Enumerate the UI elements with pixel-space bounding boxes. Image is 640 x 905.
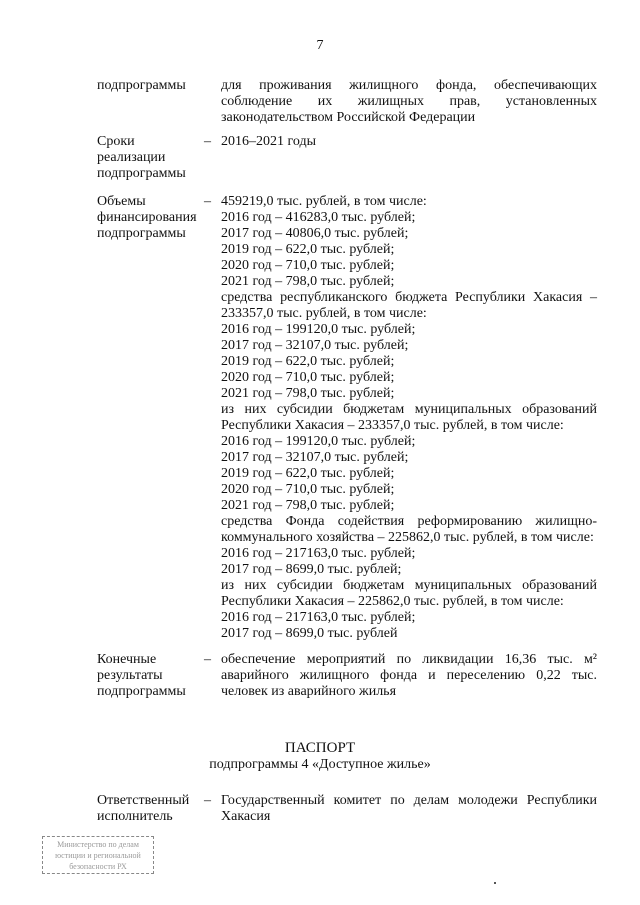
content-line: 2016 год – 199120,0 тыс. рублей; xyxy=(221,434,416,449)
stamp-line: Министерство по делам xyxy=(57,840,139,849)
row-dash: – xyxy=(204,652,211,667)
label-line: Конечные xyxy=(97,652,157,667)
passport-title: ПАСПОРТ xyxy=(284,740,356,756)
content-line: 459219,0 тыс. рублей, в том числе: xyxy=(221,194,427,209)
content-line: 2017 год – 32107,0 тыс. рублей; xyxy=(221,450,409,465)
label-line: реализации xyxy=(97,150,166,165)
content-line: 2021 год – 798,0 тыс. рублей; xyxy=(221,386,395,401)
content-line: 2020 год – 710,0 тыс. рублей; xyxy=(221,258,395,273)
content-line: 2017 год – 8699,0 тыс. рублей; xyxy=(221,562,402,577)
content-line: коммунального хозяйства – 225862,0 тыс. рублей, в том числе: xyxy=(221,530,594,545)
content-line: соблюдение их жилищных прав, установленных xyxy=(221,94,597,109)
content-line: Республики Хакасия – 225862,0 тыс. рублей, в том числе: xyxy=(221,594,564,609)
content-line: 2019 год – 622,0 тыс. рублей; xyxy=(221,354,395,369)
content-line: 2016–2021 годы xyxy=(221,134,317,149)
row-label xyxy=(97,134,202,182)
content-line: 2016 год – 217163,0 тыс. рублей; xyxy=(221,546,416,561)
row-dash: – xyxy=(204,134,211,149)
content-line: Республики Хакасия – 233357,0 тыс. рублей, в том числе: xyxy=(221,418,564,433)
content-line: аварийного жилищного фонда и переселению 0,22 тыс. xyxy=(221,668,597,683)
row-content xyxy=(221,134,597,150)
content-line: обеспечение мероприятий по ликвидации 16,36 тыс. м² xyxy=(221,652,597,667)
scan-speck xyxy=(494,882,496,884)
label-line: результаты xyxy=(97,668,163,683)
content-line: из них субсидии бюджетам муниципальных образований xyxy=(221,578,597,593)
content-line: средства республиканского бюджета Республики Хакасия – xyxy=(221,290,597,305)
content-line: законодательством Российской Федерации xyxy=(221,110,476,125)
content-line: 2019 год – 622,0 тыс. рублей; xyxy=(221,242,395,257)
row-content xyxy=(221,194,597,642)
content-line: 2021 год – 798,0 тыс. рублей; xyxy=(221,274,395,289)
row-content xyxy=(221,652,597,700)
content-line: 2016 год – 416283,0 тыс. рублей; xyxy=(221,210,416,225)
row-dash: – xyxy=(204,194,211,209)
content-line: из них субсидии бюджетам муниципальных образований xyxy=(221,402,597,417)
content-line: 2020 год – 710,0 тыс. рублей; xyxy=(221,370,395,385)
stamp-line: юстиции и региональной xyxy=(55,851,141,860)
label-line: подпрограммы xyxy=(97,166,186,181)
content-line: 2017 год – 32107,0 тыс. рублей; xyxy=(221,338,409,353)
row-content xyxy=(221,793,597,825)
row-label xyxy=(97,793,202,825)
label-line: Объемы xyxy=(97,194,146,209)
row-label: подпрограммы xyxy=(97,78,186,93)
content-line: для проживания жилищного фонда, обеспечивающих xyxy=(221,78,597,93)
content-line: 2016 год – 217163,0 тыс. рублей; xyxy=(221,610,416,625)
content-line: 233357,0 тыс. рублей, в том числе: xyxy=(221,306,427,321)
content-line: Государственный комитет по делам молодежи Республики xyxy=(221,793,597,808)
content-line: человек из аварийного жилья xyxy=(221,684,397,699)
stamp-line: безопасности РХ xyxy=(69,862,127,871)
label-line: подпрограммы xyxy=(97,684,186,699)
content-line: средства Фонда содействия реформированию жилищно- xyxy=(221,514,597,529)
content-line: 2016 год – 199120,0 тыс. рублей; xyxy=(221,322,416,337)
content-line: 2017 год – 40806,0 тыс. рублей; xyxy=(221,226,409,241)
passport-subtitle: подпрограммы 4 «Доступное жилье» xyxy=(209,757,431,772)
page-number: 7 xyxy=(316,38,324,53)
row-dash: – xyxy=(204,793,211,808)
registration-stamp xyxy=(42,836,154,874)
label-line: Ответственный xyxy=(97,793,190,808)
content-line: 2020 год – 710,0 тыс. рублей; xyxy=(221,482,395,497)
row-label xyxy=(97,652,202,700)
content-line: 2017 год – 8699,0 тыс. рублей xyxy=(221,626,398,641)
content-line: Хакасия xyxy=(221,809,271,824)
content-line: 2019 год – 622,0 тыс. рублей; xyxy=(221,466,395,481)
label-line: подпрограммы xyxy=(97,226,186,241)
label-line: исполнитель xyxy=(97,809,173,824)
row-label xyxy=(97,194,202,242)
content-line: 2021 год – 798,0 тыс. рублей; xyxy=(221,498,395,513)
label-line: финансирования xyxy=(97,210,197,225)
row-content xyxy=(221,78,597,126)
label-line: Сроки xyxy=(97,134,135,149)
